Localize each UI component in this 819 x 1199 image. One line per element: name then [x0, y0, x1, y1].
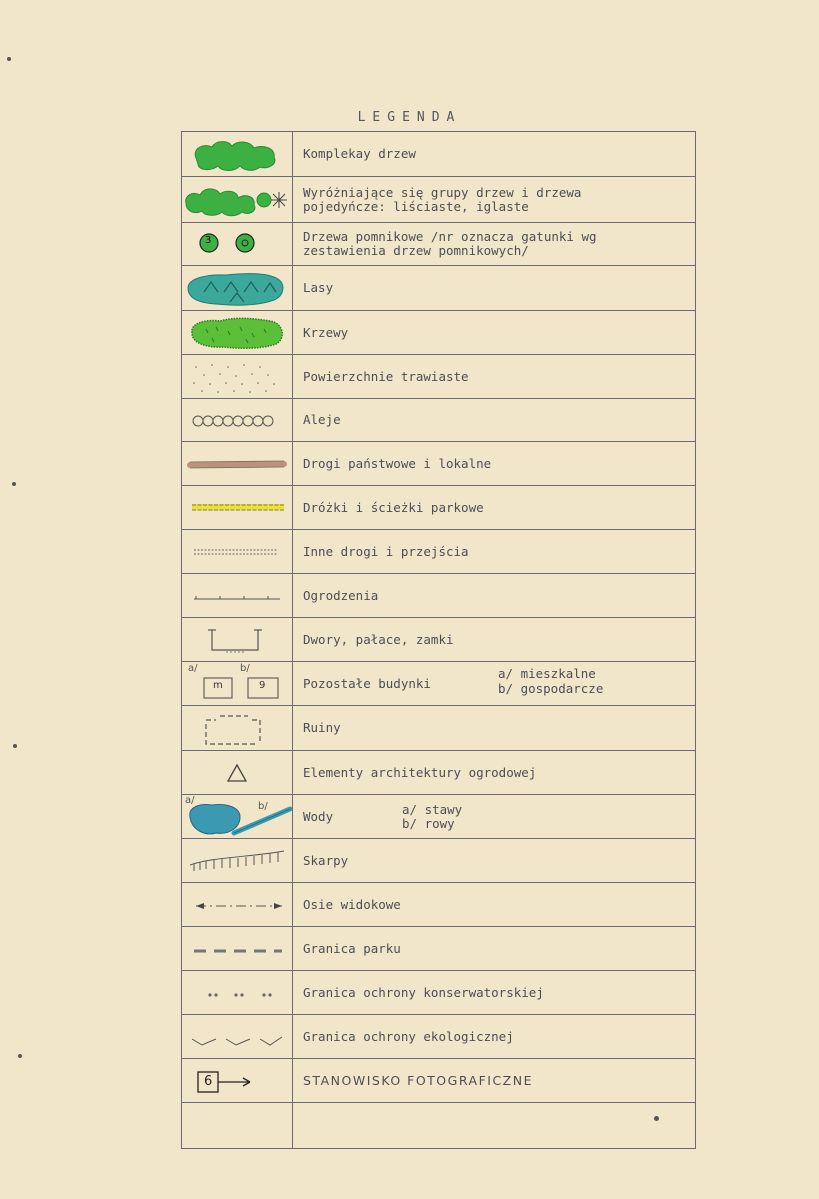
legend-label: Dróżki i ścieżki parkowe — [303, 499, 484, 515]
legend-row-view-axes — [182, 883, 695, 927]
legend-row-ruins — [182, 706, 695, 751]
tree-group-symbol — [182, 177, 292, 222]
legend-label: Lasy — [303, 280, 334, 295]
legend-row-manors — [182, 618, 695, 662]
legend-row-fences — [182, 574, 695, 618]
legend-label: Dwory, pałace, zamki — [303, 631, 454, 647]
legend-row-shrubs — [182, 311, 695, 355]
margin-speck — [13, 744, 17, 748]
legend-label: Ogrodzenia — [303, 587, 379, 603]
legend-label: Granica ochrony konserwatorskiej — [303, 984, 544, 1000]
margin-speck — [7, 57, 11, 61]
legend-row-monument-trees — [182, 223, 695, 266]
road-symbol — [182, 442, 292, 485]
legend-label: Wody — [303, 808, 334, 824]
legend-row-ecological-boundary — [182, 1015, 695, 1059]
legend-row-tree-groups — [182, 177, 695, 223]
legend-sublabel-a: a/ mieszkalne — [498, 666, 596, 681]
legend-label: Aleje — [303, 412, 341, 427]
margin-speck — [18, 1054, 22, 1058]
legend-label-line2: pojedyńcze: liściaste, iglaste — [303, 198, 529, 214]
legend-row-tree-complexes — [182, 132, 695, 177]
water-b-marker: b/ — [258, 801, 268, 812]
forest-symbol — [182, 266, 292, 310]
legend-label: Pozostałe budynki — [303, 675, 431, 691]
alley-symbol — [182, 399, 292, 441]
monument-tree-symbol — [182, 223, 292, 265]
photo-station-symbol — [182, 1059, 292, 1102]
monument-number: 3 — [205, 235, 212, 246]
building-g-letter: 9 — [259, 680, 266, 691]
legend-row-park-boundary — [182, 927, 695, 971]
legend-label: Drogi państwowe i lokalne — [303, 455, 492, 471]
building-b-marker: b/ — [240, 663, 250, 674]
manor-symbol — [182, 618, 292, 661]
legend-label: Krzewy — [303, 324, 349, 340]
legend-label-line1: Wyróżniające się grupy drzew i drzewa — [303, 184, 582, 200]
building-symbol — [182, 662, 292, 705]
legend-label-line2: zestawienia drzew pomnikowych/ — [303, 243, 529, 258]
tree-complex-symbol — [182, 132, 292, 176]
legend-label — [303, 177, 689, 222]
legend-row-escarpments — [182, 839, 695, 883]
legend-row-waters — [182, 795, 695, 839]
legend-row-forests — [182, 266, 695, 311]
legend-label: Granica parku — [303, 940, 401, 956]
legend-label — [303, 1103, 689, 1148]
legend-table — [181, 131, 696, 1149]
triangle-icon — [182, 751, 292, 794]
legend-label-line1: Drzewa pomnikowe /nr oznacza gatunki wg — [303, 229, 597, 244]
conservation-boundary-symbol — [182, 971, 292, 1014]
legend-row-photo-station — [182, 1059, 695, 1103]
view-axis-symbol — [182, 883, 292, 926]
legend-label — [303, 223, 689, 265]
photo-station-number: 6 — [204, 1074, 213, 1089]
building-m-letter: m — [213, 680, 223, 691]
legend-row-conservation-boundary — [182, 971, 695, 1015]
park-boundary-symbol — [182, 927, 292, 970]
legend-label: Komplekay drzew — [303, 146, 416, 161]
legend-sublabel-b: b/ rowy — [402, 816, 455, 831]
margin-speck — [654, 1116, 659, 1121]
legend-title: LEGENDA — [357, 110, 462, 125]
legend-sublabel-b: b/ gospodarcze — [498, 681, 604, 696]
water-a-marker: a/ — [185, 795, 195, 806]
path-symbol — [182, 486, 292, 529]
legend-row-other-buildings — [182, 662, 695, 706]
legend-row-paths — [182, 486, 695, 530]
water-symbol — [182, 795, 292, 838]
other-road-symbol — [182, 530, 292, 573]
legend-label: Ruiny — [303, 720, 341, 735]
shrub-symbol — [182, 311, 292, 354]
legend-row-roads — [182, 442, 695, 486]
escarpment-symbol — [182, 839, 292, 882]
legend-row-empty — [182, 1103, 695, 1148]
legend-label: Elementy architektury ogrodowej — [303, 764, 537, 780]
fence-symbol — [182, 574, 292, 617]
legend-sublabel-a: a/ stawy — [402, 802, 463, 817]
ecological-boundary-symbol — [182, 1015, 292, 1058]
legend-label: Skarpy — [303, 852, 349, 868]
legend-label: Powierzchnie trawiaste — [303, 368, 469, 384]
legend-label: STANOWISKO FOTOGRAFICZNE — [303, 1072, 533, 1088]
ruins-symbol — [182, 706, 292, 750]
legend-row-other-roads — [182, 530, 695, 574]
legend-label: Granica ochrony ekologicznej — [303, 1028, 514, 1044]
legend-row-grass — [182, 355, 695, 399]
building-a-marker: a/ — [188, 663, 198, 674]
margin-speck — [12, 482, 16, 486]
legend-row-alleys — [182, 399, 695, 442]
legend-row-garden-architecture — [182, 751, 695, 795]
legend-label: Osie widokowe — [303, 896, 401, 912]
grass-symbol — [182, 355, 292, 398]
legend-label: Inne drogi i przejścia — [303, 543, 469, 559]
